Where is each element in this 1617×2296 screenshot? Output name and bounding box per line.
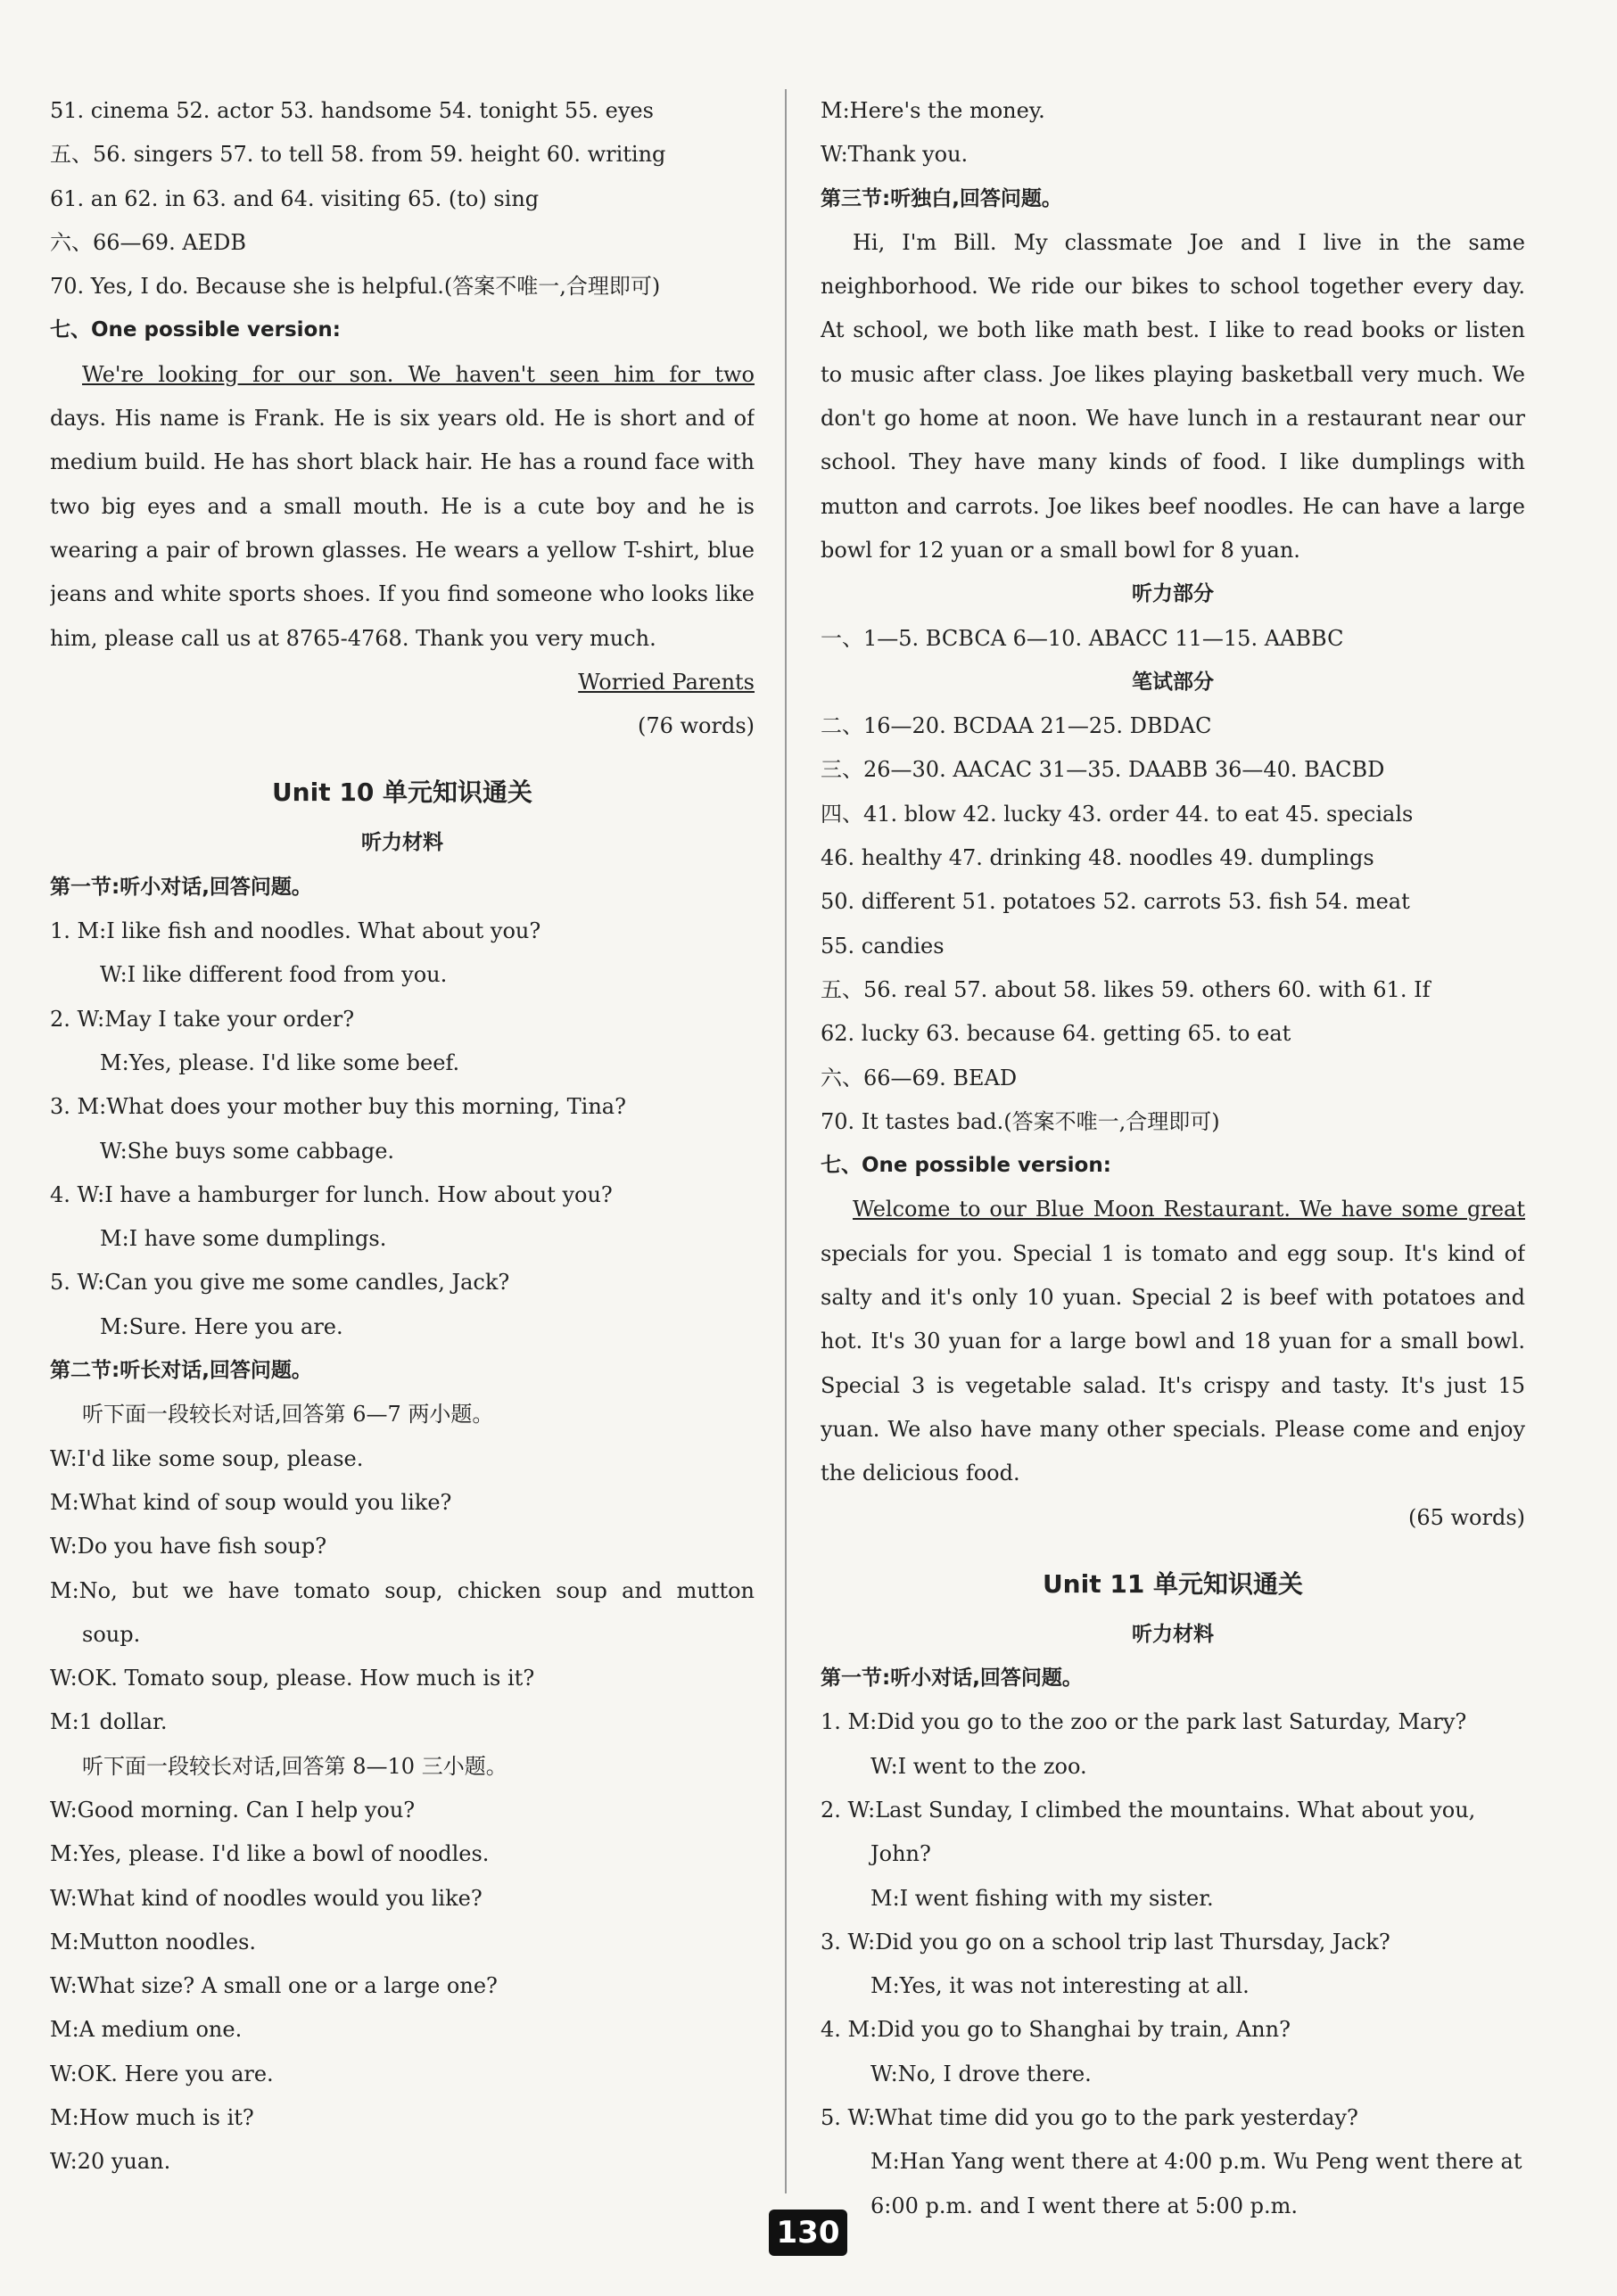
text-line: soup. xyxy=(82,1621,141,1647)
text-line: W:I like different food from you. xyxy=(100,962,448,988)
text-line: 五、56. singers 57. to tell 58. from 59. height 60. writing xyxy=(50,142,666,168)
text-line: W:OK. Tomato soup, please. How much is it? xyxy=(50,1666,535,1691)
text-line: 四、41. blow 42. lucky 43. order 44. to eat 45. specials xyxy=(821,801,1414,827)
text-line: 6:00 p.m. and I went there at 5:00 p.m. xyxy=(870,2193,1298,2218)
text-line: 5. W:Can you give me some candles, Jack? xyxy=(50,1270,510,1296)
text-line: medium build. He has short black hair. He has a round face with xyxy=(50,449,755,475)
text-line: Special 3 is vegetable salad. It's crispy and tasty. It's just 15 xyxy=(821,1372,1525,1398)
text-line: 3. W:Did you go on a school trip last Thursday, Jack? xyxy=(821,1929,1390,1954)
unit10-listening-heading: 听力材料 xyxy=(361,831,443,855)
text-line: W:She buys some cabbage. xyxy=(100,1138,395,1164)
text-line: 62. lucky 63. because 64. getting 65. to eat xyxy=(821,1021,1291,1047)
text-line: days. His name is Frank. He is six years old. He is short and of xyxy=(50,406,755,432)
text-line: 46. healthy 47. drinking 48. noodles 49. dumplings xyxy=(821,845,1374,871)
text-line: 第二节:听长对话,回答问题。 xyxy=(50,1359,312,1383)
text-line: 听下面一段较长对话,回答第 8—10 三小题。 xyxy=(82,1753,507,1779)
text-line: W:Do you have fish soup? xyxy=(50,1534,327,1559)
text-line: M:1 dollar. xyxy=(50,1709,168,1735)
text-line: 70. It tastes bad.(答案不唯一,合理即可) xyxy=(821,1108,1220,1134)
text-line: 1. M:I like fish and noodles. What about you? xyxy=(50,918,541,944)
text-line: 2. W:Last Sunday, I climbed the mountains. What about you, xyxy=(821,1797,1476,1823)
text-line: 50. different 51. potatoes 52. carrots 53. fish 54. meat xyxy=(821,889,1410,915)
text-line: 4. W:I have a hamburger for lunch. How about you? xyxy=(50,1181,613,1207)
text-line: M:Han Yang went there at 4:00 p.m. Wu Peng went there at xyxy=(870,2149,1522,2175)
text-line: M:A medium one. xyxy=(50,2017,243,2043)
text-line: W:What kind of noodles would you like? xyxy=(50,1885,483,1911)
unit10-answers xyxy=(821,89,1525,1540)
text-line: (65 words) xyxy=(1407,1504,1525,1530)
text-line: M:No, but we have tomato soup, chicken soup and mutton xyxy=(50,1577,755,1603)
text-line: 3. M:What does your mother buy this morning, Tina? xyxy=(50,1094,626,1120)
text-line: M:Yes, it was not interesting at all. xyxy=(870,1973,1250,1999)
text-line: 五、56. real 57. about 58. likes 59. others 60. with 61. If xyxy=(821,976,1431,1002)
text-line: 六、66—69. AEDB xyxy=(50,229,247,255)
text-line: Welcome to our Blue Moon Restaurant. We have some great xyxy=(853,1197,1525,1222)
text-line: 4. M:Did you go to Shanghai by train, Ann? xyxy=(821,2017,1291,2043)
text-line: W:OK. Here you are. xyxy=(50,2061,274,2086)
text-line: 61. an 62. in 63. and 64. visiting 65. (to) sing xyxy=(50,185,540,211)
text-line: don't go home at noon. We have lunch in a restaurant near our xyxy=(821,406,1525,432)
text-line: W:I went to the zoo. xyxy=(870,1753,1087,1779)
left-column xyxy=(50,89,755,2185)
text-line: M:I have some dumplings. xyxy=(100,1226,387,1252)
text-line: to music after class. Joe likes playing basketball very much. We xyxy=(821,361,1525,387)
text-line: bowl for 12 yuan or a small bowl for 8 yuan. xyxy=(821,537,1300,563)
unit10-title: Unit 10 单元知识通关 xyxy=(271,778,533,808)
text-line: wearing a pair of brown glasses. He wears a yellow T-shirt, blue xyxy=(50,537,755,563)
unit11-listening-heading: 听力材料 xyxy=(1132,1622,1214,1646)
text-line: 六、66—69. BEAD xyxy=(821,1065,1018,1090)
text-line: hot. It's 30 yuan for a large bowl and 18 yuan for a small bowl. xyxy=(821,1329,1525,1354)
text-line: 1. M:Did you go to the zoo or the park last Saturday, Mary? xyxy=(821,1709,1467,1735)
text-line: Worried Parents xyxy=(578,669,755,695)
text-line: Hi, I'm Bill. My classmate Joe and I live in the same xyxy=(853,229,1525,255)
text-line: 5. W:What time did you go to the park yesterday? xyxy=(821,2105,1358,2131)
text-line: neighborhood. We ride our bikes to school together every day. xyxy=(821,274,1525,300)
text-line: 三、26—30. AACAC 31—35. DAABB 36—40. BACBD xyxy=(821,757,1385,783)
text-line: W:No, I drove there. xyxy=(870,2061,1092,2086)
text-line: the delicious food. xyxy=(821,1461,1020,1486)
text-line: (76 words) xyxy=(637,713,755,739)
text-line: 听力部分 xyxy=(1132,582,1214,606)
unit9-answers xyxy=(50,89,755,748)
text-line: 70. Yes, I do. Because she is helpful.(答案不唯一,合理即可) xyxy=(50,274,661,300)
text-line: 51. cinema 52. actor 53. handsome 54. tonight 55. eyes xyxy=(50,98,654,123)
text-line: 二、16—20. BCDAA 21—25. DBDAC xyxy=(821,713,1212,739)
unit10-listening-script xyxy=(50,866,755,2185)
text-line: 第一节:听小对话,回答问题。 xyxy=(50,875,312,899)
text-line: M:Here's the money. xyxy=(821,98,1045,123)
text-line: 七、One possible version: xyxy=(821,1154,1111,1178)
text-line: M:How much is it? xyxy=(50,2105,254,2131)
right-column xyxy=(821,89,1525,2228)
text-line: W:Good morning. Can I help you? xyxy=(50,1797,416,1823)
unit11-title: Unit 11 单元知识通关 xyxy=(1042,1568,1304,1599)
text-line: M:I went fishing with my sister. xyxy=(870,1885,1214,1911)
column-divider xyxy=(785,89,787,2193)
text-line: M:Sure. Here you are. xyxy=(100,1313,343,1339)
text-line: W:I'd like some soup, please. xyxy=(50,1445,364,1471)
text-line: 听下面一段较长对话,回答第 6—7 两小题。 xyxy=(82,1402,494,1428)
text-line: M:Yes, please. I'd like some beef. xyxy=(100,1049,460,1075)
text-line: specials for you. Special 1 is tomato and egg soup. It's kind of xyxy=(821,1240,1525,1266)
text-line: 2. W:May I take your order? xyxy=(50,1006,355,1032)
text-line: M:Yes, please. I'd like a bowl of noodles. xyxy=(50,1841,490,1867)
text-line: yuan. We also have many other specials. Please come and enjoy xyxy=(821,1416,1525,1442)
page-number: 130 xyxy=(769,2210,847,2256)
text-line: W:20 yuan. xyxy=(50,2149,171,2175)
text-line: At school, we both like math best. I like to read books or listen xyxy=(821,317,1525,343)
text-line: school. They have many kinds of food. I like dumplings with xyxy=(821,449,1525,475)
text-line: M:Mutton noodles. xyxy=(50,1929,257,1954)
text-line: mutton and carrots. Joe likes beef noodles. He can have a large xyxy=(821,493,1525,519)
text-line: 笔试部分 xyxy=(1132,670,1214,694)
text-line: W:What size? A small one or a large one? xyxy=(50,1973,498,1999)
text-line: M:What kind of soup would you like? xyxy=(50,1489,452,1515)
text-line: salty and it's only 10 yuan. Special 2 is beef with potatoes and xyxy=(821,1285,1525,1311)
text-line: him, please call us at 8765-4768. Thank you very much. xyxy=(50,625,656,651)
text-line: W:Thank you. xyxy=(821,142,969,168)
text-line: 第一节:听小对话,回答问题。 xyxy=(821,1666,1083,1691)
text-line: 一、1—5. BCBCA 6—10. ABACC 11—15. AABBC xyxy=(821,625,1344,651)
text-line: John? xyxy=(870,1841,931,1867)
unit11-listening-script xyxy=(821,1657,1525,2228)
text-line: two big eyes and a small mouth. He is a cute boy and he is xyxy=(50,493,755,519)
text-line: 55. candies xyxy=(821,933,945,959)
text-line: 七、One possible version: xyxy=(50,318,341,342)
text-line: 第三节:听独白,回答问题。 xyxy=(821,186,1062,210)
text-line: We're looking for our son. We haven't seen him for two xyxy=(82,361,755,387)
text-line: jeans and white sports shoes. If you find someone who looks like xyxy=(50,581,755,607)
